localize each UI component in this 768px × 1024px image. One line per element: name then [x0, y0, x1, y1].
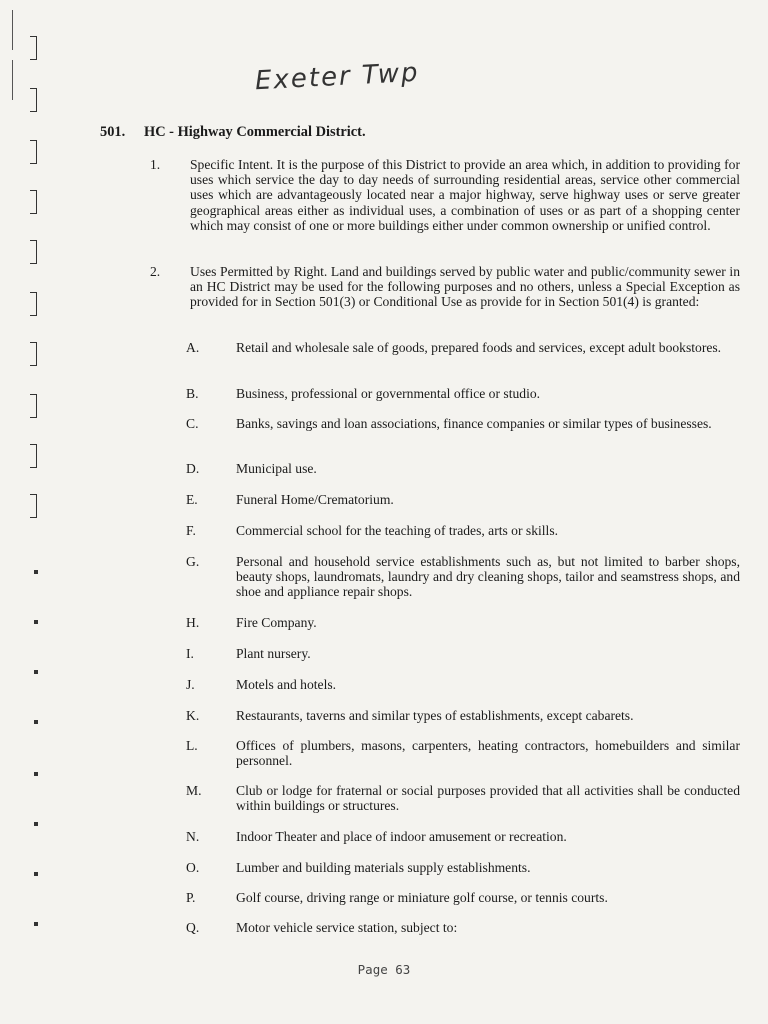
list-item [186, 492, 740, 507]
list-item-letter: E. [186, 492, 198, 507]
paragraph-text: Specific Intent. It is the purpose of this District to provide an area which, in addition to providing for uses which service the day to day needs of surrounding residential areas, service other commercial uses which are advantageously located near a major highway, serve highway uses or serve greater geographical areas either as individual uses, a combination of uses or as part of a shopping center which may consist of one or more buildings either under common ownership or unified control. [190, 157, 740, 233]
list-item [186, 783, 740, 813]
list-item-letter: N. [186, 829, 200, 844]
list-item-text: Commercial school for the teaching of trades, arts or skills. [236, 523, 559, 538]
list-item-letter: G. [186, 554, 200, 569]
list-item-text: Plant nursery. [236, 646, 311, 661]
page-number: Page 63 [357, 962, 411, 977]
list-item [186, 461, 740, 476]
list-item [186, 646, 740, 661]
list-item-text: Banks, savings and loan associations, finance companies or similar types of businesses. [236, 416, 712, 431]
list-item [186, 738, 740, 768]
list-item-text: Personal and household service establishments such as, but not limited to barber shops, beauty shops, laundromats, laundry and dry cleaning shops, tailor and seamstress shops, and shoe and appliance repair shops. [236, 554, 740, 600]
list-item-letter: D. [186, 461, 200, 476]
list-item-text: Motor vehicle service station, subject to: [236, 920, 458, 935]
list-item-text: Business, professional or governmental office or studio. [236, 386, 541, 401]
list-item-letter: H. [186, 615, 200, 630]
list-item-text: Club or lodge for fraternal or social purposes provided that all activities shall be conducted within buildings or structures. [236, 783, 740, 814]
list-item [186, 615, 740, 630]
list-item-text: Lumber and building materials supply establishments. [236, 860, 531, 875]
list-item [186, 386, 740, 401]
paragraph-number: 2. [150, 264, 161, 279]
paragraph-text: Uses Permitted by Right. Land and buildings served by public water and public/community sewer in an HC District may be used for the following purposes and no others, unless a Special Exception as provided for in Section 501(3) or Conditional Use as provide for in Section 501(4) is granted: [190, 264, 740, 310]
list-item-letter: O. [186, 860, 200, 875]
list-item-letter: P. [186, 890, 196, 905]
list-item [186, 416, 740, 431]
list-item-letter: L. [186, 738, 198, 753]
list-item [186, 523, 740, 538]
list-item-letter: F. [186, 523, 196, 538]
list-item-text: Offices of plumbers, masons, carpenters, heating contractors, homebuilders and similar personnel. [236, 738, 740, 769]
list-item-text: Golf course, driving range or miniature golf course, or tennis courts. [236, 890, 608, 905]
list-item-text: Indoor Theater and place of indoor amusement or recreation. [236, 829, 567, 844]
list-item [186, 860, 740, 875]
list-item-letter: B. [186, 386, 199, 401]
list-item-text: Municipal use. [236, 461, 317, 476]
list-item-letter: I. [186, 646, 194, 661]
paragraph-number: 1. [150, 157, 161, 172]
list-item-text: Restaurants, taverns and similar types of establishments, except cabarets. [236, 708, 634, 723]
list-item [186, 554, 740, 600]
list-item [186, 920, 740, 935]
list-item-letter: C. [186, 416, 199, 431]
list-item [186, 890, 740, 905]
section-number: 501. [100, 124, 126, 140]
section-heading [100, 124, 366, 141]
list-item-letter: K. [186, 708, 200, 723]
paragraph-specific-intent [150, 157, 740, 233]
list-item [186, 340, 740, 355]
list-item [186, 829, 740, 844]
list-item-text: Retail and wholesale sale of goods, prepared foods and services, except adult bookstores. [236, 340, 722, 355]
paragraph-uses-permitted [150, 264, 740, 310]
list-item-letter: J. [186, 677, 195, 692]
handwritten-note: Exeter Twp [254, 57, 421, 97]
list-item-letter: Q. [186, 920, 200, 935]
list-item-text: Fire Company. [236, 615, 317, 630]
list-item-text: Motels and hotels. [236, 677, 337, 692]
list-item-letter: M. [186, 783, 202, 798]
list-item [186, 677, 740, 692]
list-item [186, 708, 740, 723]
section-title: HC - Highway Commercial District. [144, 124, 366, 140]
list-item-text: Funeral Home/Crematorium. [236, 492, 394, 507]
list-item-letter: A. [186, 340, 200, 355]
binding-edge-marks [0, 0, 60, 1024]
